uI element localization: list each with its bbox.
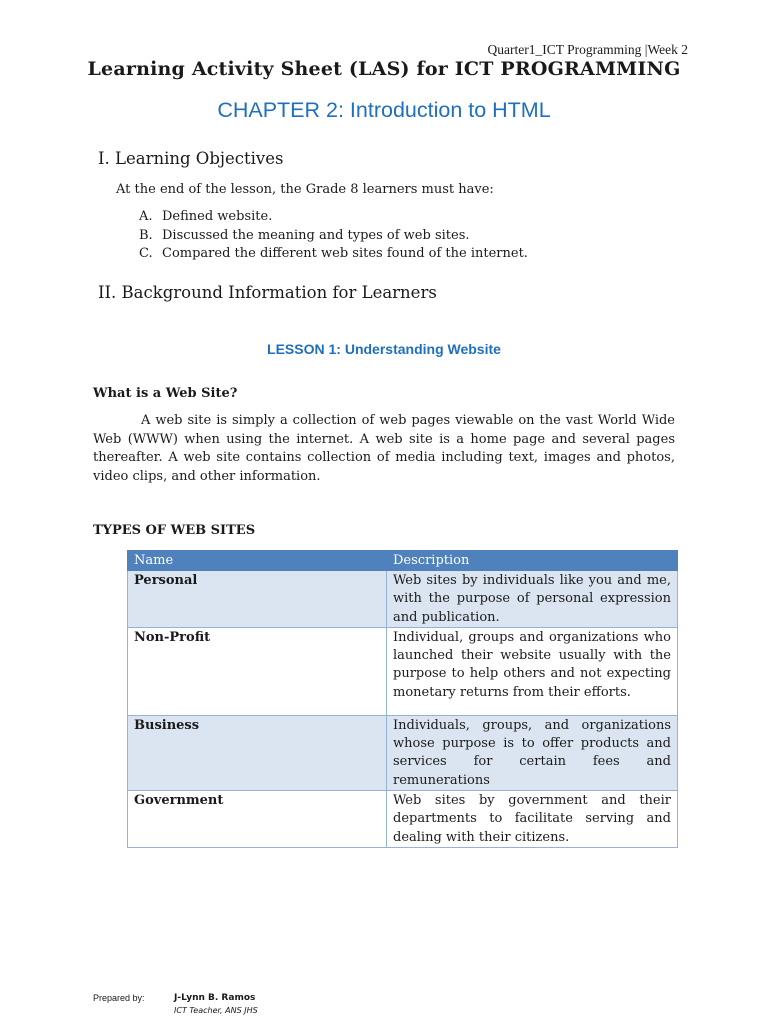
footer-author-role: ICT Teacher, ANS JHS	[174, 1006, 258, 1015]
footer-author-name: J-Lynn B. Ramos	[174, 993, 256, 1003]
header-meta: Quarter1_ICT Programming |Week 2	[487, 42, 688, 57]
section-heading-background: II. Background Information for Learners	[98, 283, 437, 302]
cell-description: Web sites by government and their departments to facilitate serving and dealing with their citizens.	[387, 791, 678, 848]
cell-description: Individuals, groups, and organizations whose purpose is to offer products and services for certain fees and remunerations	[387, 715, 678, 790]
table-header-row	[128, 551, 678, 571]
subheading-question: What is a Web Site?	[93, 386, 238, 401]
cell-name: Non-Profit	[128, 627, 387, 715]
cell-name: Personal	[128, 571, 387, 628]
table-row	[128, 715, 678, 790]
table-row	[128, 627, 678, 715]
cell-description: Individual, groups and organizations who launched their website usually with the purpose to help others and not expecting monetary returns from their efforts.	[387, 627, 678, 715]
cell-description: Web sites by individuals like you and me, with the purpose of personal expression and publication.	[387, 571, 678, 628]
objectives-list	[139, 209, 528, 265]
section-heading-objectives: I. Learning Objectives	[98, 149, 284, 168]
list-item	[139, 209, 528, 228]
types-heading: TYPES OF WEB SITES	[93, 523, 256, 538]
website-definition-paragraph: A web site is simply a collection of web pages viewable on the vast World Wide Web (WWW) when using the internet. A web site is a home page and several pages thereafter. A web site contains collection of media including text, images and photos, video clips, and other information.	[93, 413, 675, 484]
list-item-text: Defined website.	[162, 209, 273, 224]
table-row	[128, 791, 678, 848]
column-header-description: Description	[387, 551, 678, 571]
cell-name: Business	[128, 715, 387, 790]
types-table	[127, 550, 678, 848]
column-header-name: Name	[128, 551, 387, 571]
list-item	[139, 246, 528, 265]
chapter-title: CHAPTER 2: Introduction to HTML	[217, 98, 551, 122]
list-item-text: Discussed the meaning and types of web sites.	[162, 227, 470, 243]
table-row	[128, 571, 678, 628]
list-marker: B.	[139, 227, 153, 243]
list-marker: A.	[139, 209, 153, 224]
footer-prepared-by-label: Prepared by:	[93, 993, 145, 1003]
list-item-text: Compared the different web sites found of the internet.	[162, 246, 528, 261]
objectives-intro: At the end of the lesson, the Grade 8 learners must have:	[116, 182, 494, 197]
cell-name: Government	[128, 791, 387, 848]
lesson-title: LESSON 1: Understanding Website	[267, 341, 501, 357]
list-item	[139, 228, 528, 247]
list-marker: C.	[139, 246, 153, 261]
document-title: Learning Activity Sheet (LAS) for ICT PROGRAMMING	[87, 58, 681, 80]
